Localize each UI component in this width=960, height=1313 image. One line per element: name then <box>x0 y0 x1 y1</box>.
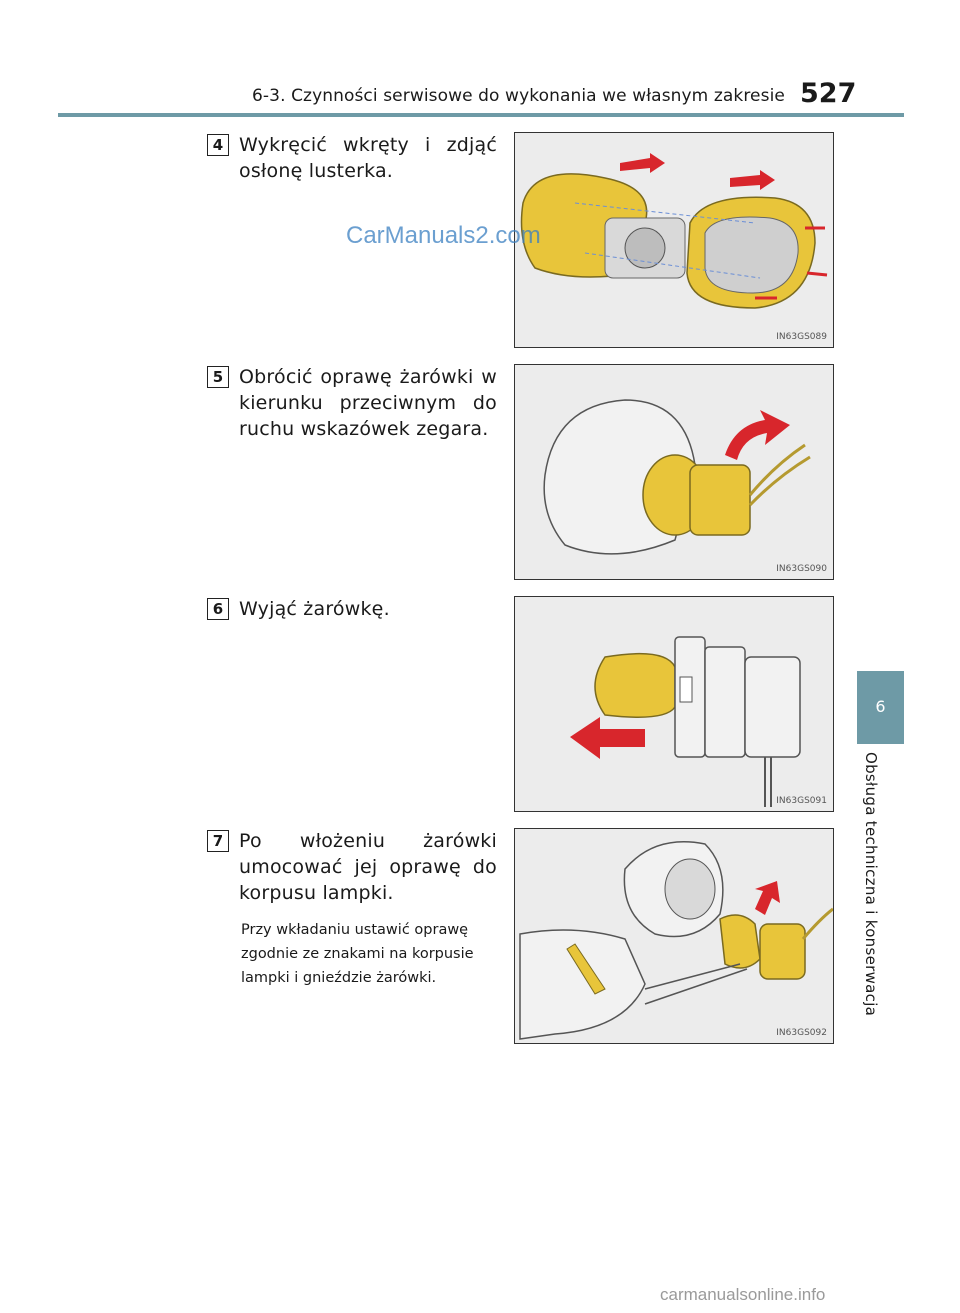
footer-watermark: carmanualsonline.info <box>660 1285 826 1304</box>
step-text: Po włożeniu żarówki umocować jej oprawę do korpusu lampki. <box>239 830 497 904</box>
step-number: 4 <box>207 134 229 156</box>
figure-remove-bulb <box>514 596 834 812</box>
section-title: 6-3. Czynności serwisowe do wykonania we własnym zakresie <box>252 86 785 106</box>
step-text: Wykręcić wkręty i zdjąć osłonę lusterka. <box>239 134 497 182</box>
figure-code: IN63GS091 <box>776 796 827 806</box>
step-number: 7 <box>207 830 229 852</box>
socket-rotate-illustration <box>515 365 834 580</box>
figure-code: IN63GS092 <box>776 1028 827 1038</box>
page-number: 527 <box>800 78 857 109</box>
figure-code: IN63GS090 <box>776 564 827 574</box>
step-number: 6 <box>207 598 229 620</box>
step-text: Obrócić oprawę żarówki w kierunku przeciwnym do ruchu wskazówek zegara. <box>239 366 497 440</box>
figure-code: IN63GS089 <box>776 332 827 342</box>
figure-rotate-bulb-socket <box>514 364 834 580</box>
watermark-text: CarManuals2.com <box>346 222 541 249</box>
chapter-tab <box>857 671 904 744</box>
mirror-cover-illustration <box>515 133 834 348</box>
step-text: Wyjąć żarówkę. <box>239 598 390 620</box>
bulb-removal-illustration <box>515 597 834 812</box>
header-divider <box>58 113 904 117</box>
step-number: 5 <box>207 366 229 388</box>
chapter-label: Obsługa techniczna i konserwacja <box>862 752 880 1017</box>
socket-install-illustration <box>515 829 834 1044</box>
figure-install-socket <box>514 828 834 1044</box>
chapter-number: 6 <box>875 697 886 716</box>
figure-remove-mirror-cover <box>514 132 834 348</box>
step-note: Przy wkładaniu ustawić oprawę zgodnie ze znakami na korpusie lampki i gnieździe żarówki. <box>241 922 474 986</box>
